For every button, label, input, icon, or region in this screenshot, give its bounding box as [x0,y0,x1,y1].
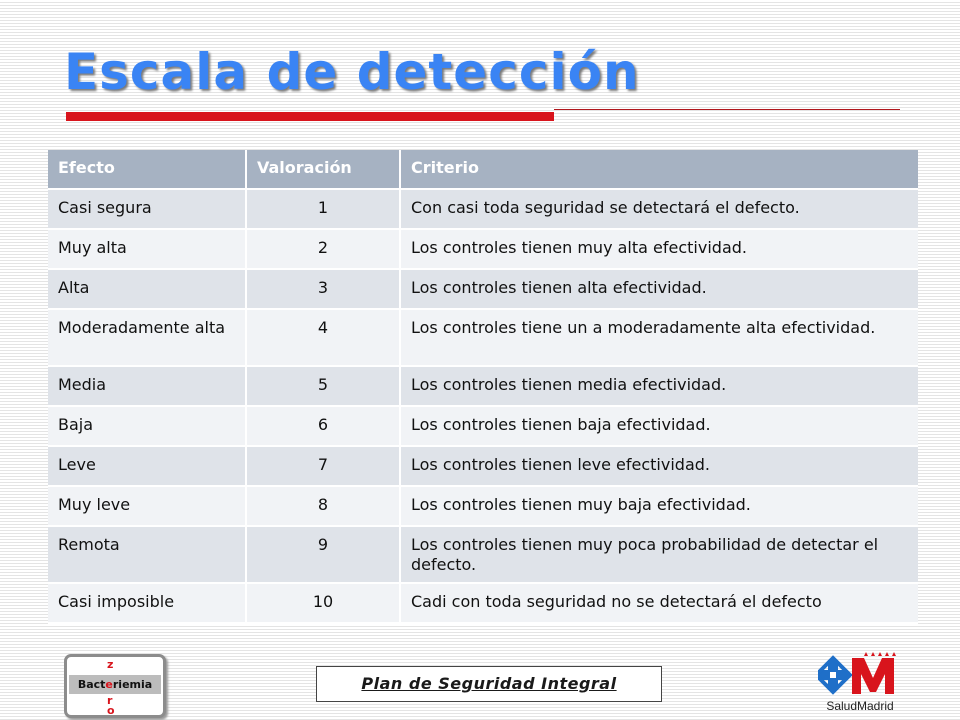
cell-valoracion: 9 [246,526,400,583]
cell-criterio: Los controles tienen media efectividad. [400,366,918,406]
table-row [48,406,918,446]
cell-valoracion: 5 [246,366,400,406]
table-row [48,526,918,583]
cell-efecto: Alta [48,269,246,309]
cell-criterio: Los controles tienen muy poca probabilidad de detectar el defecto. [400,526,918,583]
cell-valoracion: 3 [246,269,400,309]
table-row [48,486,918,526]
title-underline-thin [554,109,900,110]
footer-plan-label: Plan de Seguridad Integral [316,666,662,702]
cell-criterio: Los controles tienen alta efectividad. [400,269,918,309]
logo-letter-z: z [107,658,114,671]
logo-letter-o: o [107,704,115,717]
cell-criterio: Los controles tienen baja efectividad. [400,406,918,446]
logo-wordmark: Bacteriemia [77,678,153,691]
cell-efecto: Casi imposible [48,583,246,623]
salud-madrid-logo [818,650,902,714]
header-valoracion: Valoración [246,150,400,189]
table-row [48,309,918,366]
cell-efecto: Leve [48,446,246,486]
cell-criterio: Los controles tienen muy alta efectividad. [400,229,918,269]
title-underline-bar [66,112,554,121]
salud-madrid-caption: SaludMadrid [826,699,894,713]
cell-criterio: Los controles tienen muy baja efectividad. [400,486,918,526]
cell-efecto: Media [48,366,246,406]
cell-valoracion: 1 [246,189,400,229]
table-row [48,229,918,269]
header-criterio: Criterio [400,150,918,189]
bacteriemia-zero-logo [64,654,166,718]
cell-efecto: Casi segura [48,189,246,229]
cell-valoracion: 2 [246,229,400,269]
logo-letter-r: r [107,694,113,707]
cell-efecto: Muy alta [48,229,246,269]
cell-valoracion: 4 [246,309,400,366]
table-row [48,189,918,229]
table-row [48,366,918,406]
cell-efecto: Baja [48,406,246,446]
cell-efecto: Moderadamente alta [48,309,246,366]
table-header-row [48,150,918,189]
salud-madrid-emblem-icon [818,650,902,698]
cell-criterio: Con casi toda seguridad se detectará el defecto. [400,189,918,229]
cell-efecto: Remota [48,526,246,583]
table-row [48,269,918,309]
detection-scale-table [48,150,918,624]
cell-criterio: Los controles tiene un a moderadamente alta efectividad. [400,309,918,366]
cell-valoracion: 8 [246,486,400,526]
table-row [48,446,918,486]
cell-valoracion: 6 [246,406,400,446]
cell-criterio: Los controles tienen leve efectividad. [400,446,918,486]
cell-efecto: Muy leve [48,486,246,526]
slide-title: Escala de detección [64,43,640,101]
header-efecto: Efecto [48,150,246,189]
cell-criterio: Cadi con toda seguridad no se detectará el defecto [400,583,918,623]
table-row [48,583,918,623]
cell-valoracion: 7 [246,446,400,486]
cell-valoracion: 10 [246,583,400,623]
